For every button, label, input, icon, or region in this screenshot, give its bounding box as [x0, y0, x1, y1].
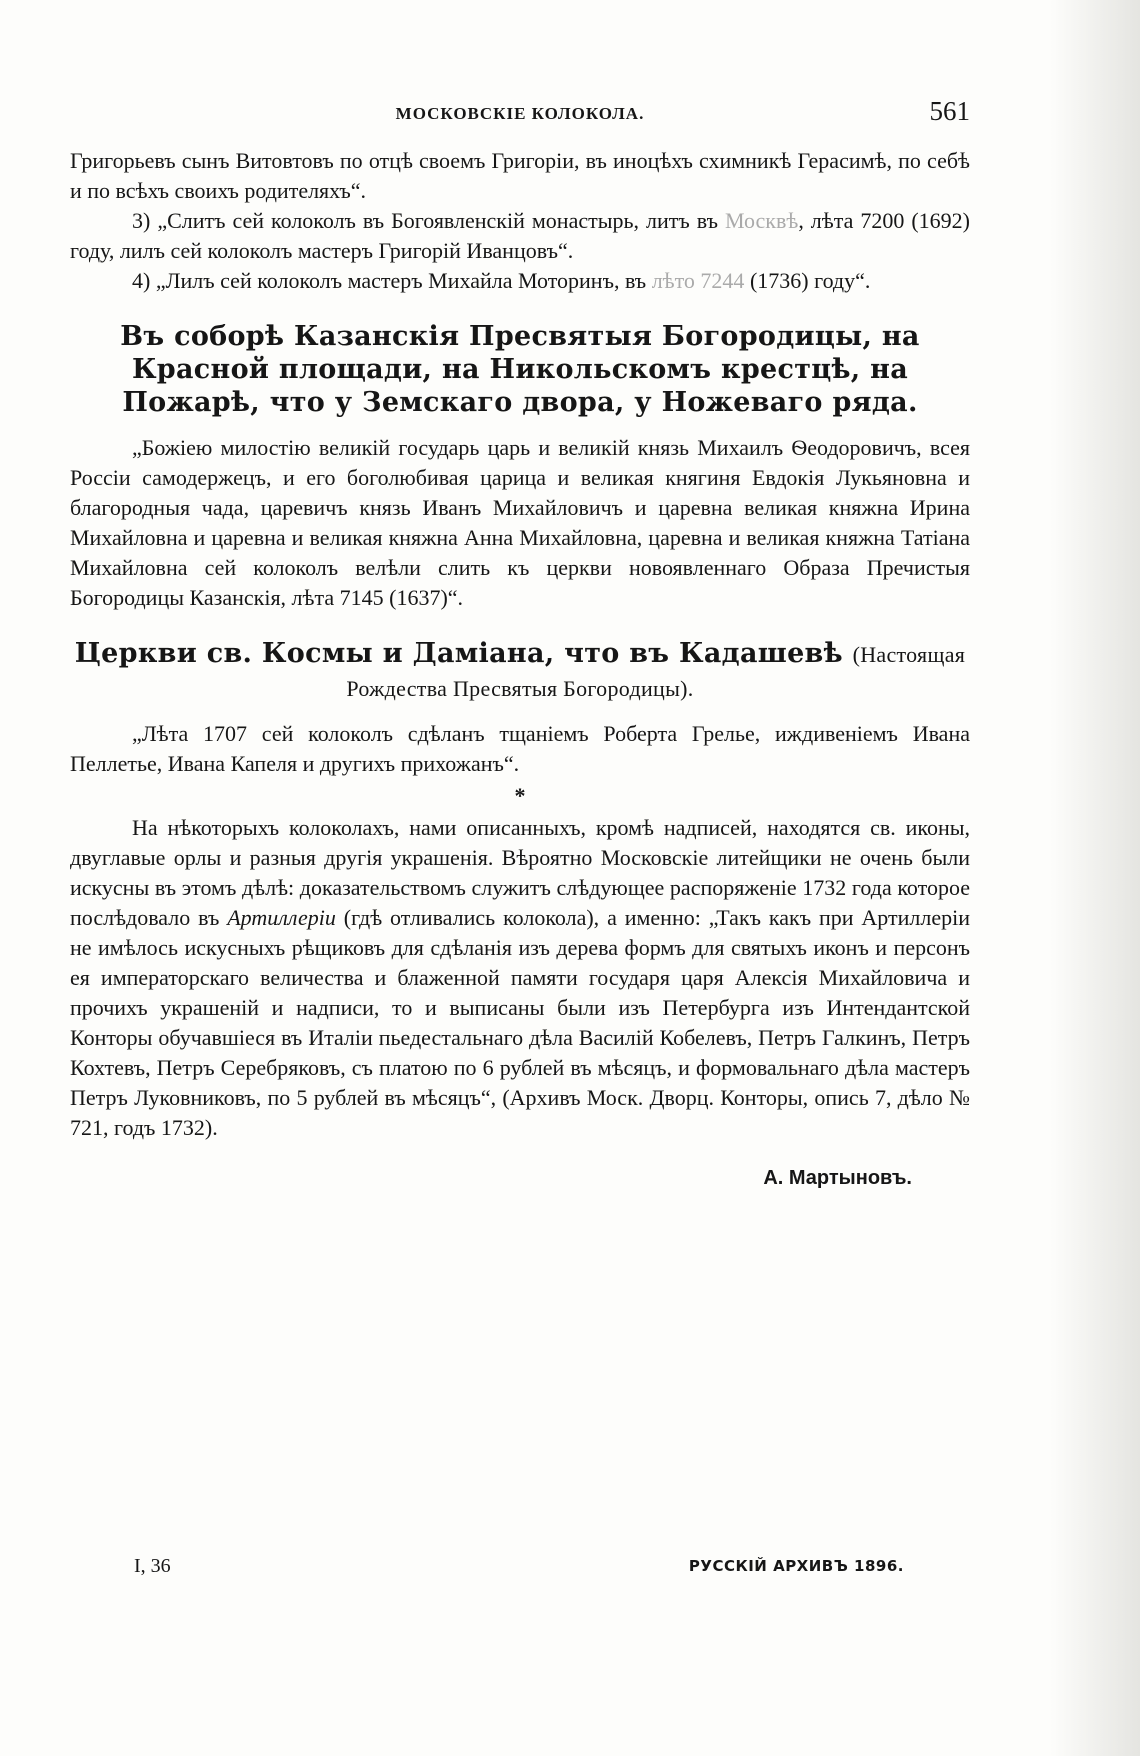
section-heading-kosma-damian-sub: (Настоящая Рождества Пресвятыя Богородицы). — [346, 642, 966, 701]
closing-text-part-2: (гдѣ отливались колокола), а именно: „Такъ какъ при Артиллеріи не имѣлось искусныхъ рѣщиковъ для сдѣланія изъ дерева формъ для святыхъ иконъ и персонъ ея императорскаго величества и блаженной памяти государя царя Алексія Михайловича и прочихъ украшеній и надписи, то и выписаны были изъ Петербурга изъ Интендантской Конторы обучавшіеся въ Италіи пьедестальнаго дѣла Василій Кобелевъ, Петръ Галкинъ, Петръ Кохтевъ, Петръ Серебряковъ, съ платою по 6 рублей въ мѣсяцъ, и формовальнаго дѣла мастеръ Петръ Луковниковъ, по 5 рублей въ мѣсяцъ“, (Архивъ Моск. Дворц. Конторы, опись 7, дѣло № 721, годъ 1732). — [70, 905, 970, 1140]
footer-signature-mark: I, 36 — [134, 1555, 171, 1577]
running-title: МОСКОВСКІЕ КОЛОКОЛА. — [395, 104, 645, 123]
section-heading-kazan-cathedral: Въ соборѣ Казанскія Пресвятыя Богородицы, на Красной площади, на Никольскомъ крестцѣ, на Пожарѣ, что у Земскаго двора, у Ножеваго ряда. — [120, 321, 920, 418]
page-gutter-shadow — [1050, 0, 1140, 1756]
intro-p3-faded: лѣто 7244 — [651, 268, 745, 293]
book-page — [70, 96, 970, 1190]
footer-journal-title: РУССКІЙ АРХИВЪ 1896. — [688, 1557, 904, 1575]
running-head — [70, 96, 970, 136]
intro-p1-text: Григорьевъ сынъ Витовтовъ по отцѣ своемъ Григоріи, въ иноцѣхъ схимникѣ Герасимѣ, по себѣ и по всѣхъ своихъ родителяхъ“. — [70, 148, 970, 203]
intro-paragraph-1 — [70, 146, 970, 206]
section-text-kazan-cathedral: „Божіею милостію великій государь царь и великій князь Михаилъ Ѳеодоровичъ, всея Россіи самодержецъ, и его боголюбивая царица и великая княгиня Евдокія Лукьяновна и благородныя чада, царевичъ князь Иванъ Михайловичъ и царевна великая княжна Ирина Михайловна и царевна и великая княжна Анна Михайловна, царевна и великая княжна Татіана Михайловна сей колоколъ велѣли слить къ церкви новоявленнаго Образа Пречистыя Богородицы Казанскія, лѣта 7145 (1637)“. — [70, 435, 970, 610]
separator-asterisk: * — [514, 783, 526, 808]
closing-text-part-1: На нѣкоторыхъ колоколахъ, нами описанныхъ, кромѣ надписей, находятся св. иконы, двуглавые орлы и разныя другія украшенія. Вѣроятно Московскіе литейщики не очень были искусны въ этомъ дѣлѣ: доказательствомъ служитъ слѣдующее распоряженіе 1732 года которое послѣдовало въ — [70, 815, 970, 930]
page-number: 561 — [929, 96, 970, 126]
section-text-kosma-damian: „Лѣта 1707 сей колоколъ сдѣланъ тщаніемъ Роберта Грелье, иждивеніемъ Ивана Пеллетье, Ивана Капеля и другихъ прихожанъ“. — [70, 721, 970, 776]
page-footer — [134, 1555, 904, 1585]
section-heading-kosma-damian-main: Церкви св. Космы и Даміана, что въ Кадашевѣ — [74, 638, 843, 669]
closing-text-italic: Артиллеріи — [227, 905, 336, 930]
section-heading-kosma-damian — [70, 637, 970, 705]
intro-p2-text: 3) „Слитъ сей колоколъ въ Богоявленскій монастырь, литъ въ — [132, 208, 725, 233]
intro-p2-rest: , лѣта 7200 (1692) году, лилъ сей колоколъ мастеръ Григорій Иванцовъ“. — [70, 208, 970, 263]
intro-p2-faded: Москвѣ — [724, 208, 799, 233]
closing-paragraph — [70, 813, 970, 1143]
author-signature: А. Мартыновъ. — [763, 1167, 912, 1189]
intro-p3-rest: (1736) году“. — [744, 268, 871, 293]
intro-p3-text: 4) „Лилъ сей колоколъ мастеръ Михайла Моторинъ, въ — [132, 268, 652, 293]
intro-paragraph-2 — [70, 206, 970, 266]
intro-paragraph-3 — [70, 266, 970, 296]
